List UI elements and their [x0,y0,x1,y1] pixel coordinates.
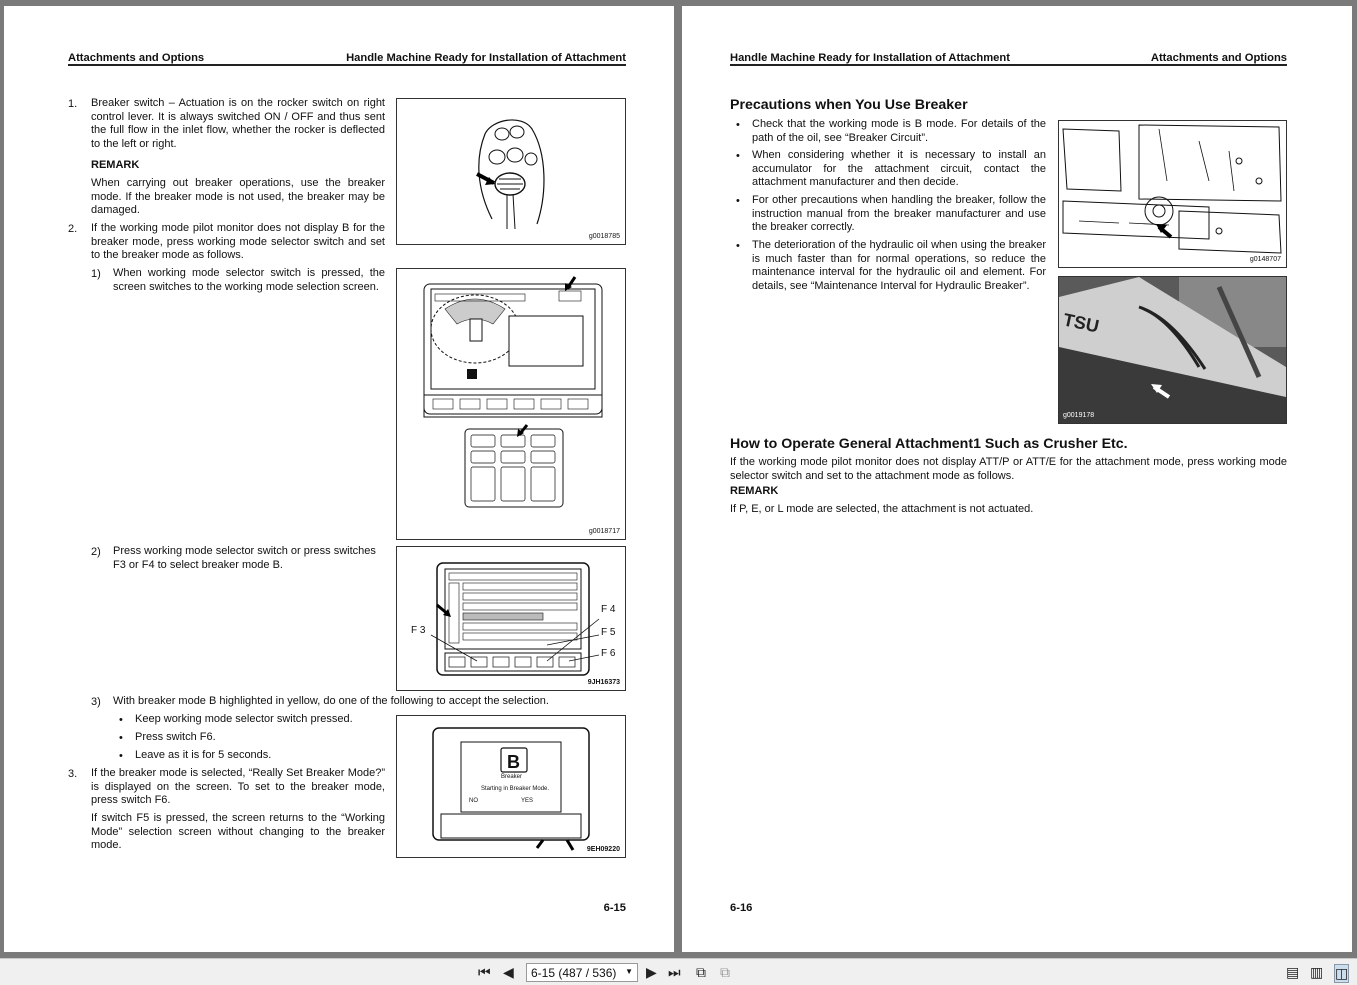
page-selector[interactable] [526,963,638,982]
breaker-caption: Breaker [501,774,523,780]
chevron-down-icon: ▼ [625,967,633,976]
sub-number: 2) [91,546,101,558]
bullet-dot: • [736,195,740,207]
bullet-2: Press switch F6. [135,731,216,743]
label-f4: F 4 [601,604,616,615]
remark-text: When carrying out breaker operations, use the breaker mode. If the breaker mode is not used, the breaker may be damaged. [91,177,385,217]
figure-id: g0019178 [1063,412,1095,419]
item-3-text-2: If switch F5 is pressed, the screen returns to the “Working Mode” selection screen without changing to the breaker mode. [91,812,385,852]
item-2-text: If the working mode pilot monitor does not display B for the breaker mode, press working mode selector switch and set to the breaker mode as follows. [91,222,385,262]
bullet-1: Keep working mode selector switch pressed. [135,713,353,725]
sub-number: 1) [91,268,101,280]
left-header-section: Attachments and Options [68,52,205,64]
right-header-section: Attachments and Options [1150,52,1287,64]
figure-id: g0018785 [588,233,620,240]
breaker-b-letter: B [507,752,520,772]
bullet-dot: • [119,732,123,744]
bullet-dot: • [736,119,740,131]
continuous-view-icon[interactable]: ▥ [1310,964,1324,980]
figure-breaker-confirm [396,715,626,858]
single-page-view-icon[interactable]: ▤ [1286,964,1300,980]
sub-number: 3) [91,696,101,708]
figure-working-mode-screen [396,546,626,691]
figure-control-lever [396,98,626,245]
label-f3: F 3 [411,625,426,636]
go-forward-view-icon[interactable]: ⧉ [720,964,730,980]
breaker-no: NO [469,798,478,804]
figure-machine-photo [1058,276,1287,424]
remark-text: If P, E, or L mode are selected, the attachment is not actuated. [730,503,1034,515]
previous-page-icon[interactable]: ◀ [503,964,514,980]
working-mode-drawing [397,547,625,690]
precaution-4: The deterioration of the hydraulic oil when using the breaker is much faster than for normal operations, so reduce the maintenance interval for the hydraulic oil and element. For details, see “Maintenance Interval for Hydraulic Breaker”. [752,239,1046,292]
monitor-drawing [397,269,625,539]
figure-id: 9JH16373 [587,679,620,686]
breaker-yes: YES [521,798,534,804]
sub-1-text: When working mode selector switch is pressed, the screen switches to the working mode selection screen. [113,267,385,293]
precaution-1: Check that the working mode is B mode. For details of the path of the oil, see “Breaker Circuit”. [752,118,1046,144]
next-page-icon[interactable]: ▶ [646,964,657,980]
remark-heading: REMARK [730,485,779,497]
precaution-3: For other precautions when handling the breaker, follow the instruction manual from the breaker manufacturer and use the breaker correctly. [752,194,1046,234]
figure-id: g0148707 [1249,256,1281,263]
item-3-text: If the breaker mode is selected, “Really Set Breaker Mode?” is displayed on the screen. To set to the breaker mode, press switch F6. [91,767,385,807]
label-f6: F 6 [601,648,616,659]
label-f5: F 5 [601,627,616,638]
sub-2-text: Press working mode selector switch or press switches F3 or F4 to select breaker mode B. [113,545,376,571]
bullet-dot: • [119,750,123,762]
go-back-view-icon[interactable]: ⧉ [696,964,706,980]
precaution-2: When considering whether it is necessary to install an accumulator for the attachment circuit, contact the attachment manufacturer and then decide. [752,149,1046,189]
control-lever-drawing [397,99,625,244]
figure-breaker-circuit [1058,120,1287,268]
heading-precautions: Precautions when You Use Breaker [730,97,968,113]
right-page [682,6,1352,952]
remark-heading: REMARK [91,159,140,171]
item-number: 1. [68,98,78,110]
page-number: 6-16 [730,902,753,914]
machine-photo [1059,277,1286,423]
sub-3-text: With breaker mode B highlighted in yellow, do one of the following to accept the selection. [113,695,549,707]
breaker-circuit-drawing [1059,121,1286,267]
figure-id: 9EH09220 [586,846,620,853]
item-number: 2. [68,223,78,235]
header-rule [68,64,626,66]
bullet-3: Leave as it is for 5 seconds. [135,749,272,761]
figure-id: g0018717 [588,528,620,535]
photo-lettering: TSU [1061,309,1101,337]
first-page-icon[interactable]: ⏮ [478,964,491,980]
last-page-icon[interactable]: ⏭ [668,964,681,980]
heading-general-attachment: How to Operate General Attachment1 Such as Crusher Etc. [730,436,1128,452]
general-text: If the working mode pilot monitor does not display ATT/P or ATT/E for the attachment mode, press working mode selector switch and set to the attachment mode as follows. [730,456,1287,482]
two-page-view-icon[interactable]: ◫ [1335,965,1349,981]
right-header-title: Handle Machine Ready for Installation of Attachment [730,52,1010,64]
viewer-toolbar [0,958,1357,985]
item-number: 3. [68,768,78,780]
header-rule [730,64,1287,66]
bullet-dot: • [736,150,740,162]
left-page [4,6,674,952]
left-header-title: Handle Machine Ready for Installation of Attachment [346,52,626,64]
bullet-dot: • [119,714,123,726]
bullet-dot: • [736,240,740,252]
breaker-message: Starting in Breaker Mode. [481,786,550,792]
figure-monitor-panel [396,268,626,540]
page-number: 6-15 [603,902,626,914]
item-1-text: Breaker switch – Actuation is on the rocker switch on right control lever. It is always switched ON / OFF and thus sent the full flow in the inlet flow, whether the rocker is deflected to the left or right. [91,97,385,150]
page-indicator: 6-15 (487 / 536) [531,966,617,980]
